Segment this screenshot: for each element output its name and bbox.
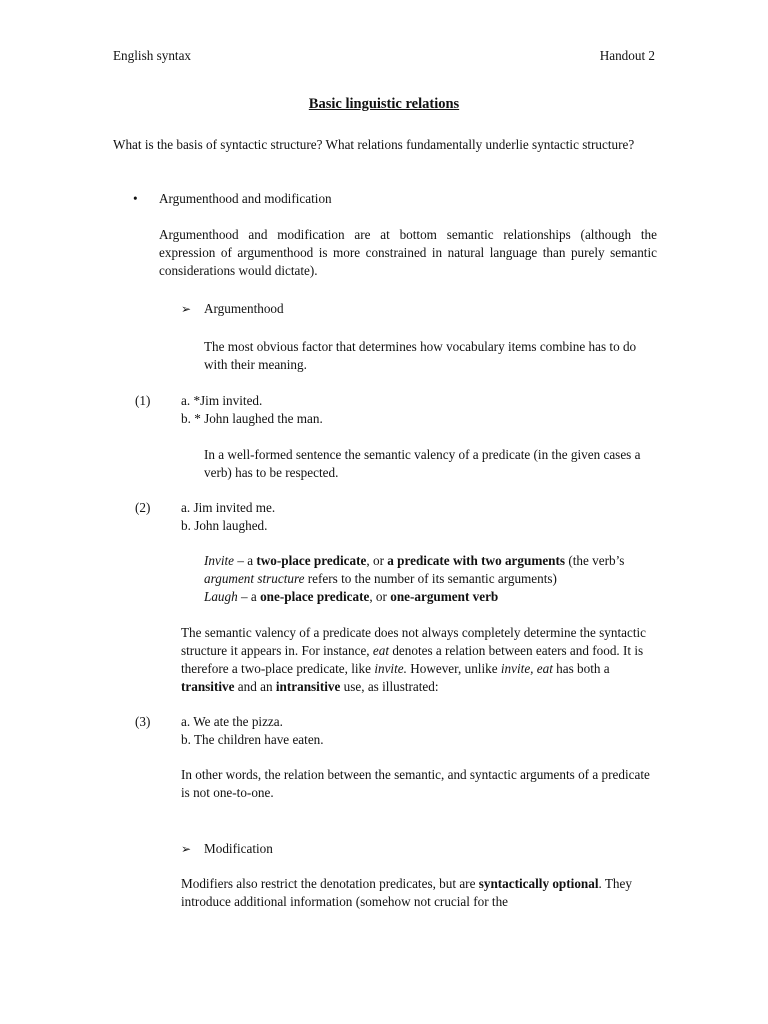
valency-paragraph: In a well-formed sentence the semantic valency of a predicate (in the given cases a verb) has to be respected. — [204, 447, 641, 480]
term-syntactically-optional: syntactically optional — [478, 876, 599, 891]
text-run: – a — [234, 553, 257, 568]
term-eat: eat — [372, 643, 390, 658]
term-laugh: Laugh — [204, 589, 238, 604]
text-run: Modifiers also restrict the denotation predicates, but are — [181, 876, 479, 891]
term-argument-structure: argument structure — [204, 571, 305, 586]
example-item: b. * John laughed the man. — [181, 411, 323, 426]
text-run: However, unlike — [406, 661, 501, 676]
text-run: use, as illustrated: — [340, 679, 439, 694]
example-item: a. Jim invited me. — [181, 500, 276, 515]
semantic-valency-paragraph — [181, 624, 661, 696]
term-invite: Invite — [204, 553, 235, 568]
example-item: a. We ate the pizza. — [181, 714, 283, 729]
meaning-paragraph: The most obvious factor that determines how vocabulary items combine has to do with their meaning. — [204, 339, 637, 372]
invite-laugh-paragraph — [204, 552, 659, 606]
term-transitive: transitive — [181, 679, 235, 694]
other-words-paragraph: In other words, the relation between the semantic, and syntactic arguments of a predicate is not one-to-one. — [181, 767, 650, 800]
bullet-heading: Argumenthood and modification — [159, 191, 332, 206]
example-item: a. *Jim invited. — [181, 393, 263, 408]
header-course-title: English syntax — [113, 48, 192, 63]
term-one-place-predicate: one-place predicate — [260, 589, 370, 604]
text-run: denotes a relation between eaters and food. It is therefore a two-place predicate, like — [181, 643, 644, 676]
argumenthood-modification-paragraph: Argumenthood and modification are at bottom semantic relationships (although the expression of argumenthood is more constrained in natural language than purely semantic considerations would dictate). — [159, 227, 657, 278]
text-run: has both a — [552, 661, 610, 676]
text-run: (the verb’s — [565, 553, 625, 568]
subheading-modification: Modification — [204, 841, 273, 856]
page-title: Basic linguistic relations — [308, 96, 460, 112]
example-number: (3) — [135, 714, 151, 729]
header-handout-number: Handout 2 — [599, 48, 655, 63]
text-run: , or — [369, 589, 391, 604]
term-invite-eat: invite, eat — [500, 661, 553, 676]
example-item: b. John laughed. — [181, 518, 268, 533]
modifiers-paragraph — [181, 875, 656, 911]
text-run: , or — [366, 553, 388, 568]
term-one-argument-verb: one-argument verb — [390, 589, 499, 604]
subheading-argumenthood: Argumenthood — [204, 301, 284, 316]
term-invite: invite. — [374, 661, 407, 676]
text-run: refers to the number of its semantic arguments) — [304, 571, 557, 586]
bullet-icon: • — [133, 191, 138, 206]
example-item: b. The children have eaten. — [181, 732, 324, 747]
example-number: (2) — [135, 500, 151, 515]
arrow-bullet-icon: ➢ — [181, 842, 192, 856]
text-run: The semantic valency of a predicate does not always completely determine the syntactic structure it appears in. For instance, — [181, 625, 647, 658]
text-run: . They introduce additional information (somehow not crucial for the — [181, 876, 632, 909]
intro-paragraph: What is the basis of syntactic structure? What relations fundamentally underlie syntactic structure? — [113, 137, 635, 152]
example-number: (1) — [135, 393, 151, 408]
text-run: and an — [234, 679, 276, 694]
term-two-place-predicate: two-place predicate — [256, 553, 367, 568]
term-intransitive: intransitive — [275, 679, 341, 694]
text-run: – a — [237, 589, 261, 604]
term-predicate-two-arguments: a predicate with two arguments — [387, 553, 566, 568]
arrow-bullet-icon: ➢ — [181, 302, 192, 316]
